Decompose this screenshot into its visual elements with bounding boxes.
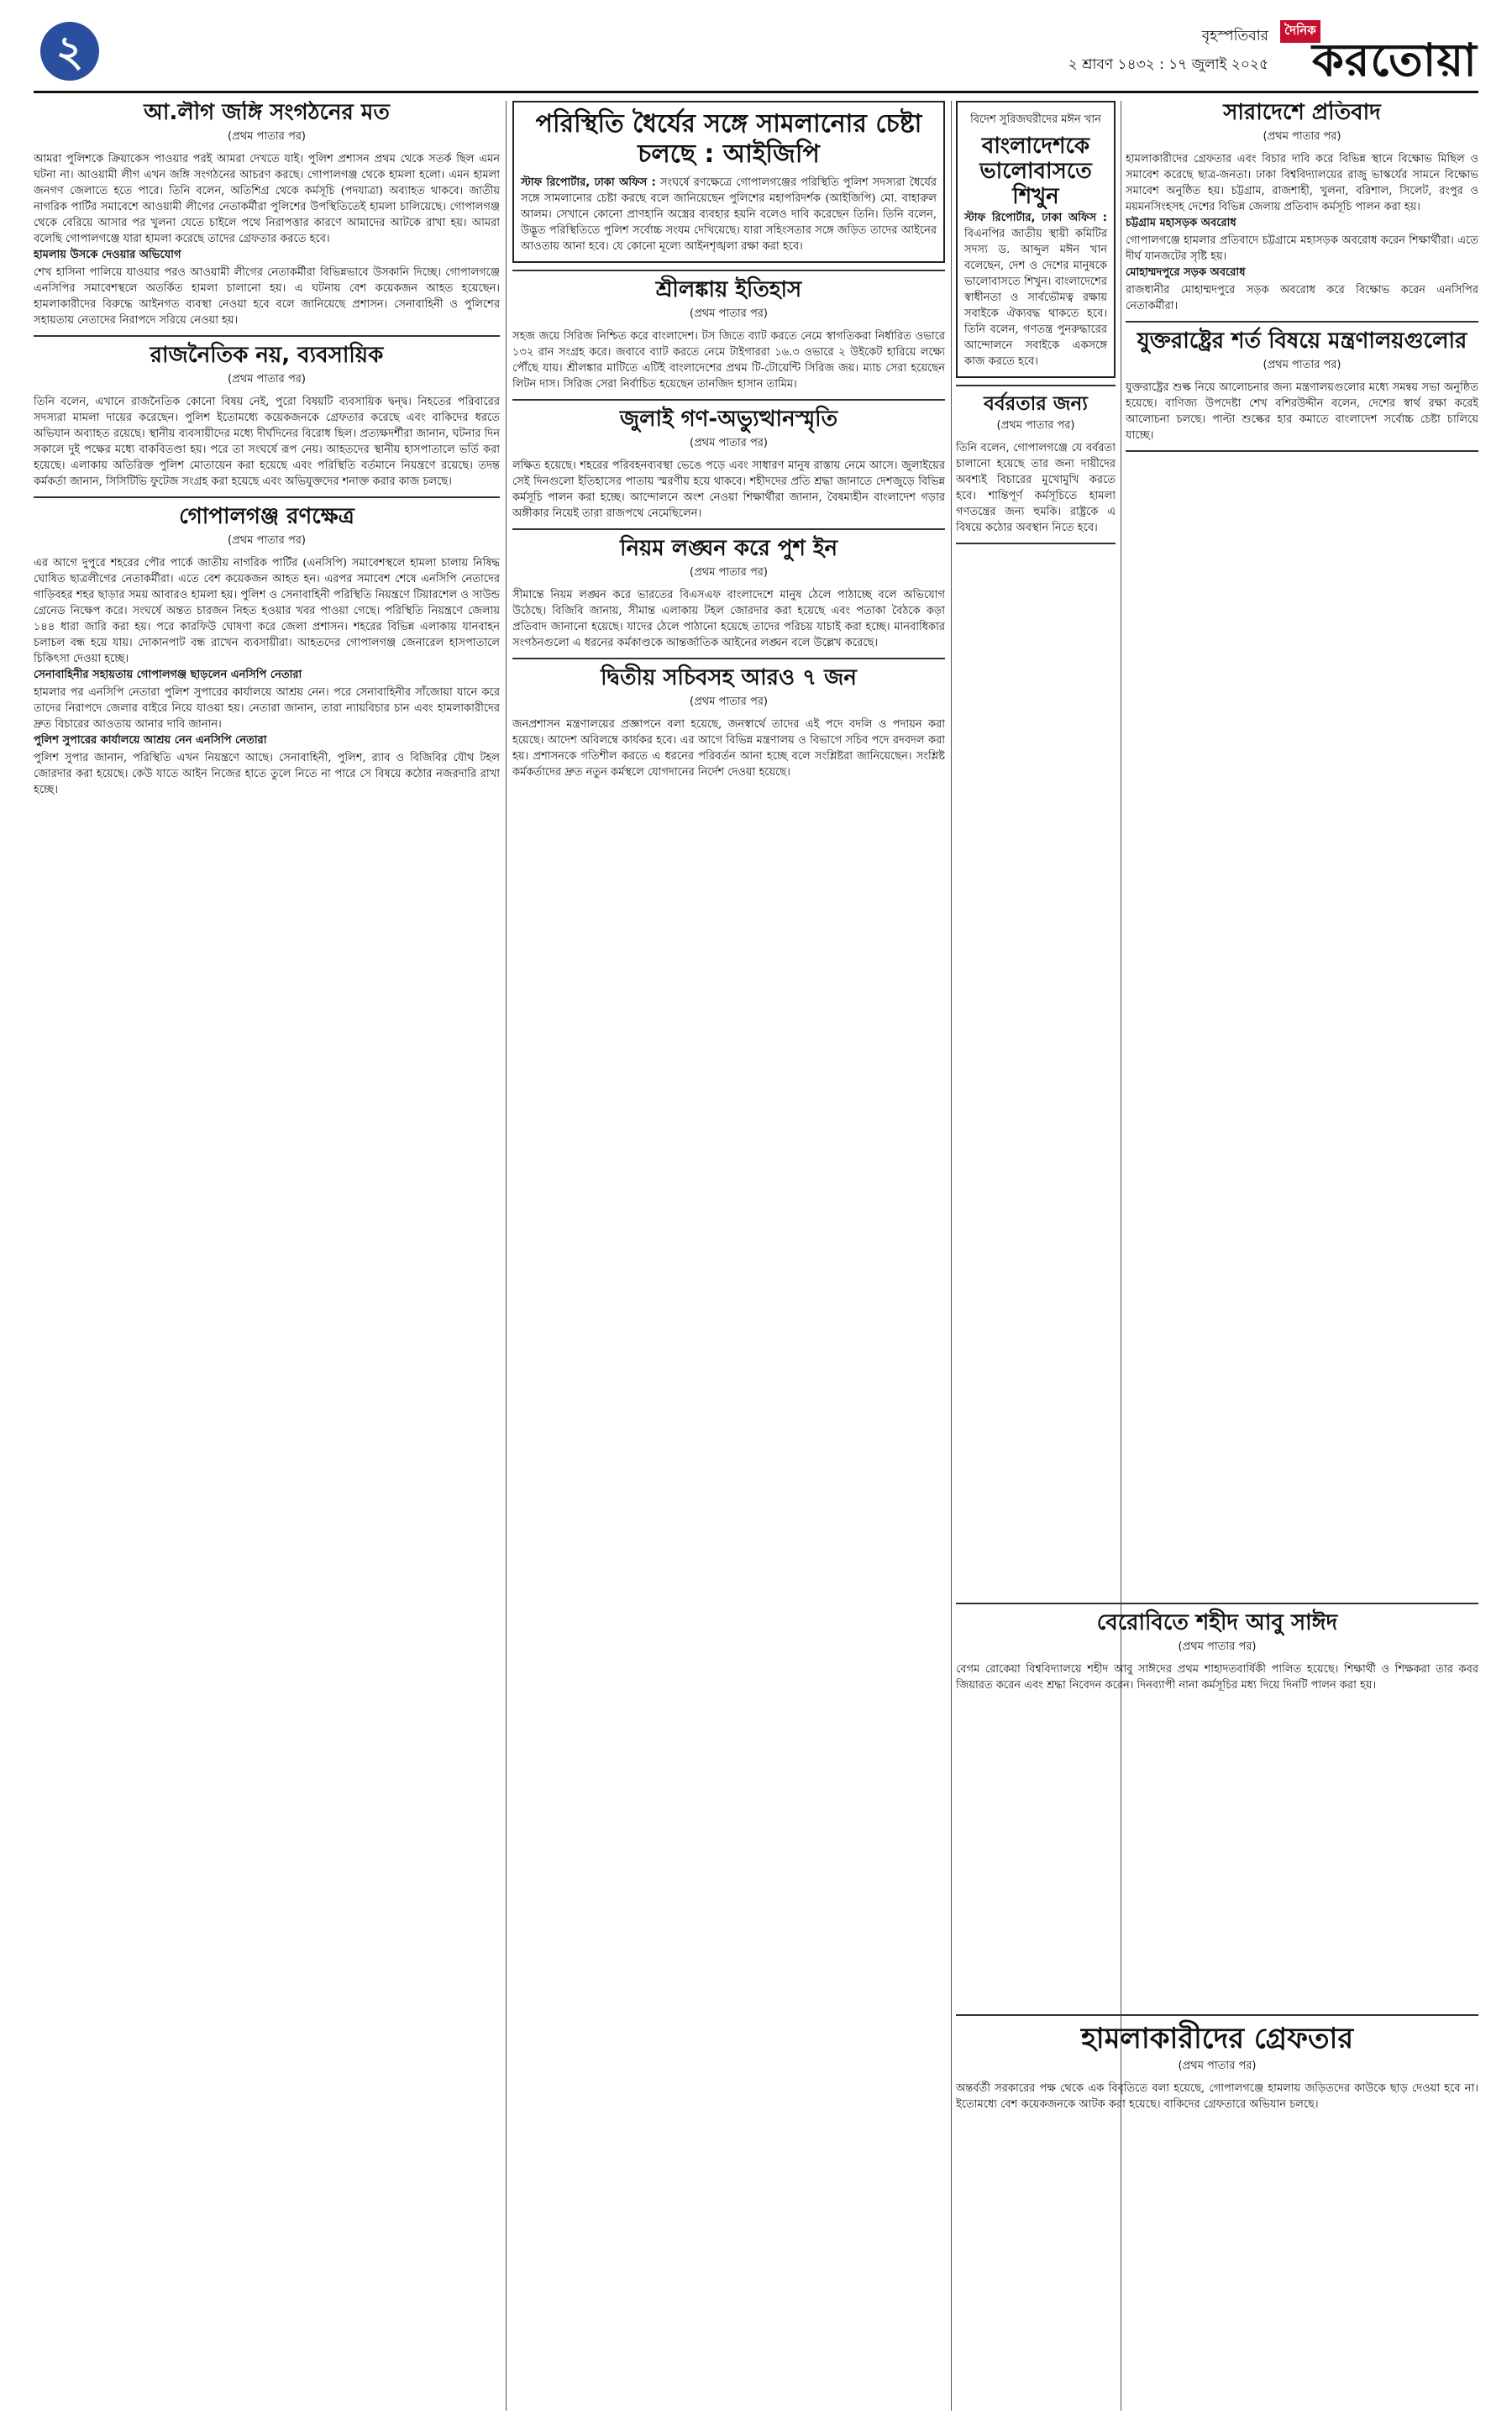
headline-barbarity: বর্বরতার জন্য — [984, 392, 1088, 415]
article-body: হামলাকারীদের গ্রেফতার এবং বিচার দাবি করে বিভিন্ন স্থানে বিক্ষোভ মিছিল ও সমাবেশ করেছে ছাত্র-জনতা। ঢাকা বিশ্ববিদ্যালয়ের রাজু ভাস্কর্যের সামনে বিক্ষোভ সমাবেশ অনুষ্ঠিত হয়। চট্টগ্রাম, রাজশাহী, খুলনা, বরিশাল, সিলেট, রংপুর ও ময়মনসিংহসহ দেশের বিভিন্ন জেলায় প্রতিবাদ কর্মসূচি পালন করা হয়। — [1126, 152, 1478, 213]
article-body: পুলিশ সুপার জানান, পরিস্থিতি এখন নিয়ন্ত্রণে আছে। সেনাবাহিনী, পুলিশ, র‍্যাব ও বিজিবির যৌথ টহল জোরদার করা হয়েছে। কেউ যাতে আইন নিজের হাতে তুলে নিতে না পারে সে বিষয়ে কঠোর নজরদারি রাখা হচ্ছে। — [34, 751, 500, 796]
continued-label: (প্রথম পাতার পর) — [690, 695, 768, 708]
masthead-day: বৃহস্পতিবার — [1201, 28, 1268, 45]
continued-label: (প্রথম পাতার পর) — [1263, 129, 1341, 143]
headline-srilanka: শ্রীলঙ্কায় ইতিহাস — [655, 277, 802, 302]
article-body: যুক্তরাষ্ট্রের শুল্ক নিয়ে আলোচনার জন্য মন্ত্রণালয়গুলোর মধ্যে সমন্বয় সভা অনুষ্ঠিত হয়েছে। বাণিজ্য উপদেষ্টা শেখ বশিরউদ্দীন বলেন, দেশের স্বার্থ রক্ষা করেই আলোচনা চলছে। পাল্টা শুল্কের হার কমাতে বাংলাদেশ সর্বোচ্চ চেষ্টা চালিয়ে যাচ্ছে। — [1126, 381, 1478, 442]
page-number: ২ — [40, 22, 99, 81]
article-body: সীমান্তে নিয়ম লঙ্ঘন করে ভারতের বিএসএফ বাংলাদেশে মানুষ ঠেলে পাঠাচ্ছে বলে অভিযোগ উঠেছে। বিজিবি জানায়, সীমান্ত এলাকায় টহল জোরদার করা হয়েছে এবং পতাকা বৈঠকে কড়া প্রতিবাদ জানানো হয়েছে। যাদের ঠেলে পাঠানো হয়েছে তাদের পরিচয় যাচাই করা হচ্ছে। মানবাধিকার সংগঠনগুলো এ ধরনের কর্মকাণ্ডকে আন্তর্জাতিক আইনের লঙ্ঘন বলে উল্লেখ করেছে। — [512, 588, 945, 649]
column-divider — [506, 101, 507, 2411]
continued-label: (প্রথম পাতার পর) — [690, 307, 768, 320]
subheading: সেনাবাহিনীর সহায়তায় গোপালগঞ্জ ছাড়লেন এনসিপি নেতারা — [34, 668, 302, 681]
lead-story-box — [512, 101, 945, 263]
divider — [1126, 450, 1478, 452]
column-divider — [951, 101, 952, 2411]
divider — [956, 2014, 1478, 2016]
article-body: এর আগে দুপুরে শহরের পৌর পার্কে জাতীয় নাগরিক পার্টির (এনসিপি) সমাবেশস্থলে হামলা চালায় নিষিদ্ধ ঘোষিত ছাত্রলীগের নেতাকর্মীরা। এতে বেশ কয়েকজন আহত হন। এরপর সমাবেশ শেষে এনসিপি নেতাদের গাড়িবহর শহর ছাড়ার সময় আবারও হামলা হয়। পুলিশ ও সেনাবাহিনী পরিস্থিতি নিয়ন্ত্রণে টিয়ারশেল ও সাউন্ড গ্রেনেড নিক্ষেপ করে। সংঘর্ষে অন্তত চারজন নিহত হওয়ার খবর পাওয়া গেছে। পরিস্থিতি নিয়ন্ত্রণে জেলায় ১৪৪ ধারা জারি করা হয়। পরে কারফিউ ঘোষণা করে জেলা প্রশাসন। শহরের বিভিন্ন এলাকায় যানবাহন চলাচল বন্ধ হয়ে যায়। দোকানপাট বন্ধ রাখেন ব্যবসায়ীরা। আহতদের গোপালগঞ্জ জেনারেল হাসপাতালে চিকিৎসা দেওয়া হচ্ছে। — [34, 556, 500, 665]
divider — [512, 399, 945, 401]
divider — [1126, 321, 1478, 323]
divider — [34, 496, 500, 498]
divider — [512, 270, 945, 271]
headline-arrest-attackers: হামলাকারীদের গ্রেফতার — [1080, 2022, 1354, 2055]
article-body: রাজধানীর মোহাম্মদপুরে সড়ক অবরোধ করে বিক্ষোভ করেন এনসিপির নেতাকর্মীরা। — [1126, 283, 1478, 312]
abu-sayeed-section — [956, 1596, 1478, 1693]
article-body: হামলার পর এনসিপি নেতারা পুলিশ সুপারের কার্যালয়ে আশ্রয় নেন। পরে সেনাবাহিনীর সাঁজোয়া যানে করে তাদের নিরাপদে জেলার বাইরে নিয়ে যাওয়া হয়। নেতারা জানান, তারা ন্যায়বিচার চান এবং হামলাকারীদের দ্রুত বিচারের আওতায় আনার দাবি জানান। — [34, 685, 500, 731]
column-1 — [34, 101, 500, 798]
continued-label: (প্রথম পাতার পর) — [228, 372, 306, 386]
divider — [956, 543, 1116, 544]
masthead — [34, 17, 1478, 93]
divider — [956, 385, 1116, 386]
article-body: জনপ্রশাসন মন্ত্রণালয়ের প্রজ্ঞাপনে বলা হয়েছে, জনস্বার্থে তাদের এই পদে বদলি ও পদায়ন করা হয়েছে। আদেশ অবিলম্বে কার্যকর হবে। এর আগে বিভিন্ন মন্ত্রণালয় ও বিভাগে সচিব পদে রদবদল করা হয়। প্রশাসনকে গতিশীল করতে এ ধরনের পরিবর্তন আনা হচ্ছে বলে সংশ্লিষ্টরা জানিয়েছেন। সংশ্লিষ্ট কর্মকর্তাদের দ্রুত নতুন কর্মস্থলে যোগদানের নির্দেশ দেওয়া হয়েছে। — [512, 717, 945, 779]
continued-label: (প্রথম পাতার পর) — [228, 129, 306, 143]
headline-gopalganj: গোপালগঞ্জ রণক্ষেত্র — [179, 503, 354, 529]
newspaper-page — [34, 17, 1478, 2411]
headline-us-conditions: যুক্তরাষ্ট্রের শর্ত বিষয়ে মন্ত্রণালয়গুলোর — [1137, 328, 1467, 354]
continued-label: (প্রথম পাতার পর) — [1178, 1640, 1257, 1653]
column-3 — [956, 101, 1116, 551]
article-body: সহজ জয়ে সিরিজ নিশ্চিত করে বাংলাদেশ। টস জিতে ব্যাট করতে নেমে স্বাগতিকরা নির্ধারিত ওভারে ১৩২ রান সংগ্রহ করে। জবাবে ব্যাট করতে নেমে টাইগাররা ১৬.৩ ওভারে ২ উইকেট হারিয়ে লক্ষ্যে পৌঁছে যায়। শ্রীলঙ্কার মাটিতে এটিই বাংলাদেশের প্রথম টি-টোয়েন্টি সিরিজ জয়। ম্যাচ সেরা হয়েছেন লিটন দাস। সিরিজ সেরা নির্বাচিত হয়েছেন তানজিদ হাসান তামিম। — [512, 329, 945, 391]
moin-khan-box — [956, 101, 1116, 378]
article-body: আমরা পুলিশকে ক্রিয়াকেস পাওয়ার পরই আমরা দেখতে যাই। পুলিশ প্রশাসন প্রথম থেকে সতর্ক ছিল এমন ঘটনা না। আওয়ামী লীগ এখন জঙ্গি সংগঠনের আচরণ করছে। গোপালগঞ্জ থেকে হামলা হলো। এমন হামলা জনগণ জেলাতে হতে পারে। তিনি বলেন, অতিশিগ্র থেকে কর্মসূচি (পদযাত্রা) অব্যাহত থাকবে। জাতীয় নাগরিক পার্টির সমাবেশে আওয়ামী লীগের নেতাকর্মীরা পুলিশের উপস্থিতিতেই হামলা চালিয়েছে। গোপালগঞ্জ থেকে বেরিয়ে আসার পর খুলনা যেতে চাইলে পথে নিরাপত্তার কারণে আমাদের আটকে রাখা হয়। আমরা বলেছি গোপালগঞ্জে যারা হামলা করেছে তাদের গ্রেফতার করতে হবে। — [34, 152, 500, 245]
article-body: লক্ষিত হয়েছে। শহরের পরিবহনব্যবস্থা ভেঙে পড়ে এবং সাধারণ মানুষ রাস্তায় নেমে আসে। জুলাইয়ের সেই দিনগুলো ইতিহাসের পাতায় স্মরণীয় হয়ে থাকবে। শহীদদের প্রতি শ্রদ্ধা জানাতে দেশজুড়ে বিভিন্ন কর্মসূচি পালন করা হচ্ছে। আন্দোলনে অংশ নেওয়া শিক্ষার্থীরা জানান, বৈষম্যহীন বাংলাদেশ গড়ার অঙ্গীকার নিয়েই তারা রাজপথে নেমেছিলেন। — [512, 459, 945, 520]
column-4 — [1126, 101, 1478, 459]
divider — [34, 335, 500, 337]
attackers-arrest-section — [956, 2008, 1478, 2112]
subheading: হামলায় উসকে দেওয়ার অভিযোগ — [34, 248, 181, 261]
column-2 — [512, 101, 945, 780]
headline-abu-sayeed: বেরোবিতে শহীদ আবু সাঈদ — [1096, 1610, 1338, 1635]
article-body: বিএনপির জাতীয় স্থায়ী কমিটির সদস্য ড. আব্দুল মঈন খান বলেছেন, দেশ ও দেশের মানুষকে ভালোবাসতে শিখুন। বাংলাদেশের স্বাধীনতা ও সার্বভৌমত্ব রক্ষায় সবাইকে ঐক্যবদ্ধ থাকতে হবে। তিনি বলেন, গণতন্ত্র পুনরুদ্ধারের আন্দোলনে সবাইকে একসঙ্গে কাজ করতে হবে। — [964, 227, 1107, 368]
headline-push-in: নিয়ম লঙ্ঘন করে পুশ ইন — [620, 535, 837, 561]
kicker: বিদেশ সুরিজঘরীদের মঈন খান — [970, 113, 1101, 126]
article-body: তিনি বলেন, গোপালগঞ্জে যে বর্বরতা চালানো হয়েছে তার জন্য দায়ীদের অবশ্যই বিচারের মুখোমুখি করতে হবে। শান্তিপূর্ণ কর্মসূচিতে হামলা গণতন্ত্রের জন্য হুমকি। রাষ্ট্রকে এ বিষয়ে কঠোর অবস্থান নিতে হবে। — [956, 442, 1116, 535]
headline-igp: পরিস্থিতি ধৈর্যের সঙ্গে সামলানোর চেষ্টা চলছে : আইজিপি — [535, 109, 922, 169]
subheading: চট্টগ্রাম মহাসড়ক অবরোধ — [1126, 216, 1236, 229]
headline-nationwide-protest: সারাদেশে প্রতিবাদ — [1223, 101, 1381, 125]
article-body: অন্তর্বর্তী সরকারের পক্ষ থেকে এক বিবৃতিতে বলা হয়েছে, গোপালগঞ্জে হামলায় জড়িতদের কাউকে ছাড় দেওয়া হবে না। ইতোমধ্যে বেশ কয়েকজনকে আটক করা হয়েছে। বাকিদের গ্রেফতারে অভিযান চলছে। — [956, 2082, 1478, 2112]
article-body: বেগম রোকেয়া বিশ্ববিদ্যালয়ে শহীদ আবু সাঈদের প্রথম শাহাদতবার্ষিকী পালিত হয়েছে। শিক্ষার্থী ও শিক্ষকরা তার কবর জিয়ারত করেন এবং শ্রদ্ধা নিবেদন করেন। দিনব্যাপী নানা কর্মসূচির মধ্য দিয়ে দিনটি পালন করা হয়। — [956, 1662, 1478, 1692]
headline-secretary: দ্বিতীয় সচিবসহ আরও ৭ জন — [601, 664, 857, 690]
article-body: শেখ হাসিনা পালিয়ে যাওয়ার পরও আওয়ামী লীগের নেতাকর্মীরা বিভিন্নভাবে উসকানি দিচ্ছে। গোপালগঞ্জে এনসিপির সমাবেশস্থলে অতর্কিত হামলা চালানো হয়। এ ঘটনায় বেশ কয়েকজন আহত হয়েছেন। হামলাকারীদের বিরুদ্ধে আইনগত ব্যবস্থা নেওয়া হবে বলে জানিয়েছে প্রশাসন। সেনাবাহিনী ও পুলিশের সহায়তায় নেতাদের নিরাপদে সরিয়ে নেওয়া হয়। — [34, 265, 500, 327]
continued-label: (প্রথম পাতার পর) — [228, 533, 306, 547]
divider — [956, 1603, 1478, 1604]
byline: স্টাফ রিপোর্টার, ঢাকা অফিস : — [521, 176, 656, 189]
byline: স্টাফ রিপোর্টার, ঢাকা অফিস : — [964, 211, 1107, 224]
continued-label: (প্রথম পাতার পর) — [996, 419, 1075, 433]
continued-label: (প্রথম পাতার পর) — [690, 565, 768, 579]
paper-tag: দৈনিক — [1280, 20, 1320, 43]
article-body: তিনি বলেন, এখানে রাজনৈতিক কোনো বিষয় নেই, পুরো বিষয়টি ব্যবসায়িক দ্বন্দ্ব। নিহতের পরিবারের সদস্যরা মামলা দায়ের করেছেন। পুলিশ ইতোমধ্যে কয়েকজনকে গ্রেফতার করেছে এবং বাকিদের ধরতে অভিযান অব্যাহত রয়েছে। স্থানীয় ব্যবসায়ীদের মধ্যে দীর্ঘদিনের বিরোধ ছিল। প্রত্যক্ষদর্শীরা জানান, ঘটনার দিন সকালে দুই পক্ষের মধ্যে বাকবিতণ্ডা হয়। পরে তা সংঘর্ষে রূপ নেয়। আহতদের স্থানীয় হাসপাতালে ভর্তি করা হয়েছে। এলাকায় অতিরিক্ত পুলিশ মোতায়েন করা হয়েছে এবং পরিস্থিতি বর্তমানে নিয়ন্ত্রণে রয়েছে। তদন্ত কর্মকর্তা জানান, সিসিটিভি ফুটেজ সংগ্রহ করা হয়েছে এবং অভিযুক্তদের শনাক্ত করার কাজ চলছে। — [34, 395, 500, 488]
divider — [512, 528, 945, 530]
headline-al-militant: আ.লীগ জঙ্গি সংগঠনের মত — [144, 101, 390, 125]
headline-july-uprising: জুলাই গণ-অভ্যুত্থানস্মৃতি — [619, 406, 838, 432]
paper-name: করতোয়া — [1312, 34, 1478, 87]
headline-love-bangladesh: বাংলাদেশকে ভালোবাসতে শিখুন — [979, 134, 1092, 209]
continued-label: (প্রথম পাতার পর) — [1263, 358, 1341, 371]
continued-label: (প্রথম পাতার পর) — [1178, 2060, 1257, 2073]
subheading: মোহাম্মদপুরে সড়ক অবরোধ — [1126, 265, 1246, 279]
masthead-date: ২ শ্রাবণ ১৪৩২ : ১৭ জুলাই ২০২৫ — [1068, 56, 1268, 73]
subheading: পুলিশ সুপারের কার্যালয়ে আশ্রয় নেন এনসিপি নেতারা — [34, 733, 267, 747]
paper-logo — [1280, 20, 1478, 86]
article-body: গোপালগঞ্জে হামলার প্রতিবাদে চট্টগ্রামে মহাসড়ক অবরোধ করেন শিক্ষার্থীরা। এতে দীর্ঘ যানজটের সৃষ্টি হয়। — [1126, 234, 1478, 263]
headline-not-political: রাজনৈতিক নয়, ব্যবসায়িক — [150, 342, 384, 368]
continued-label: (প্রথম পাতার পর) — [690, 436, 768, 449]
article-body: সংঘর্ষে রণক্ষেত্রে গোপালগঞ্জের পরিস্থিতি পুলিশ সদস্যরা ধৈর্যের সঙ্গে সামলানোর চেষ্টা করছে বলে জানিয়েছেন পুলিশের মহাপরিদর্শক (আইজিপি) মো. বাহারুল আলম। সেখানে কোনো প্রাণহানি অস্ত্রের ব্যবহার হয়নি বলেও দাবি করেছেন তিনি। তিনি বলেন, উদ্ভূত পরিস্থিতিতে পুলিশ সর্বোচ্চ সংযম দেখিয়েছে। যারা সহিংসতার সঙ্গে জড়িত তাদের আইনের আওতায় আনা হবে। যে কোনো মূল্যে আইনশৃঙ্খলা রক্ষা করা হবে। — [521, 176, 937, 253]
divider — [512, 658, 945, 659]
